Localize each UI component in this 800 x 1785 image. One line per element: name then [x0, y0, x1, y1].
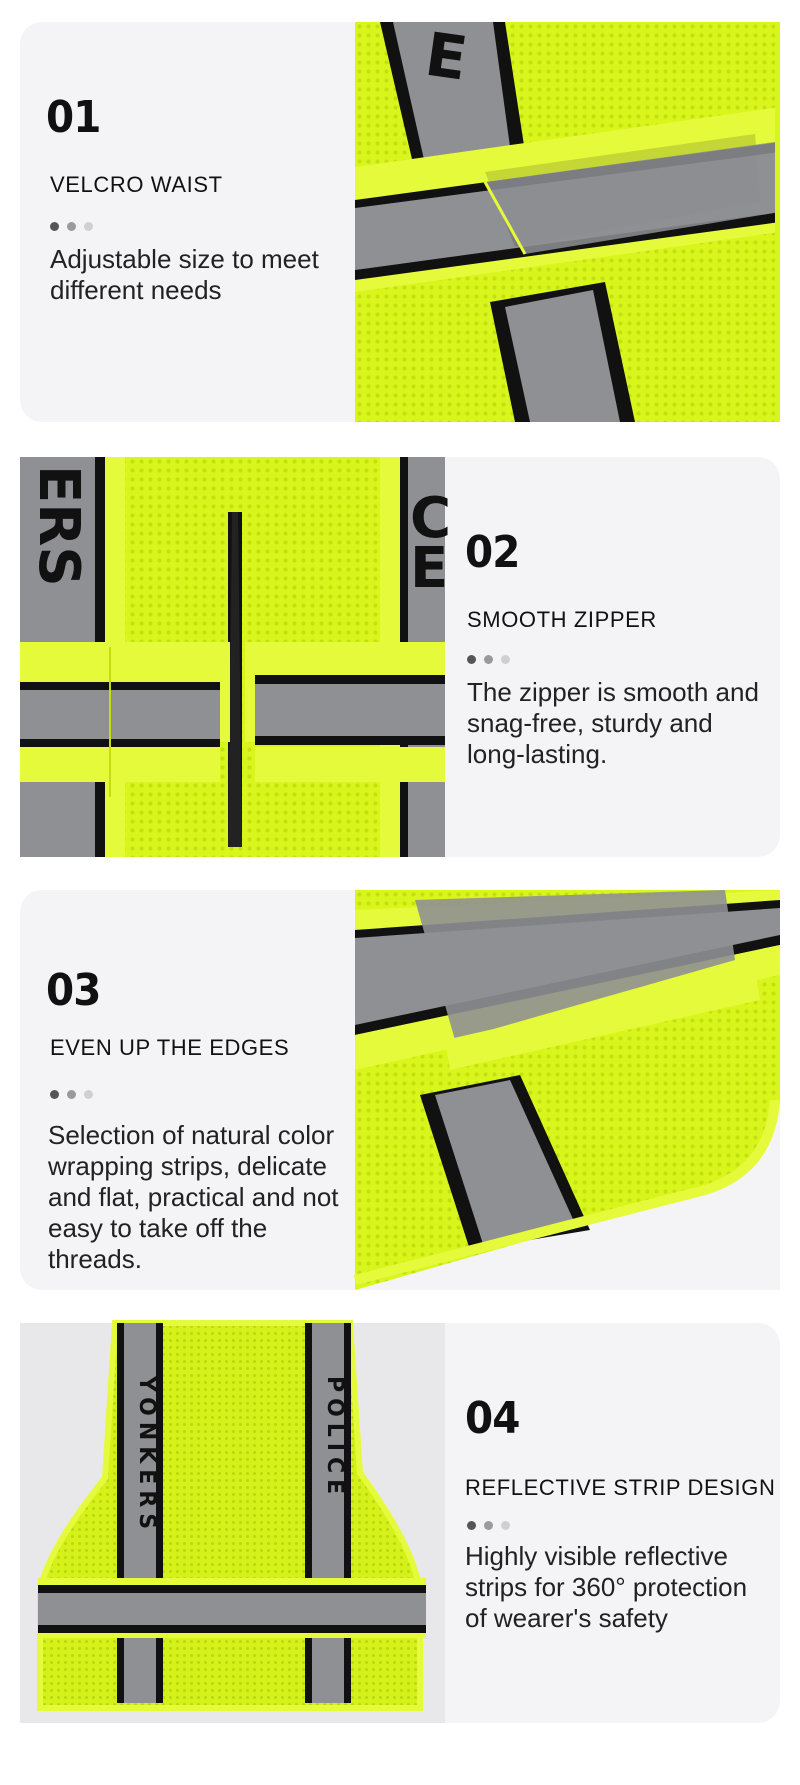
feature-text-3	[20, 890, 355, 1290]
feature-number: 01	[46, 92, 101, 143]
feature-description: Adjustable size to meet different needs	[50, 244, 319, 305]
feature-text-2	[445, 457, 780, 857]
svg-text:C: C	[410, 486, 452, 551]
feature-description: The zipper is smooth and snag-free, sturdy and long-lasting.	[467, 677, 759, 769]
feature-text-4	[445, 1323, 780, 1723]
feature-number: 04	[465, 1393, 520, 1444]
dots-indicator	[467, 655, 510, 664]
vest-edge-closeup-photo	[355, 890, 780, 1290]
feature-card-1	[20, 19, 780, 422]
feature-card-2	[20, 457, 780, 857]
feature-number: 02	[465, 527, 520, 578]
feature-card-3	[20, 890, 780, 1290]
feature-number: 03	[46, 965, 101, 1016]
vest-zipper-closeup-photo	[20, 457, 452, 857]
feature-title: VELCRO WAIST	[50, 172, 223, 197]
vest-back-full-photo	[20, 1323, 445, 1723]
feature-title: EVEN UP THE EDGES	[50, 1035, 290, 1060]
police-print: POLICE	[322, 1376, 347, 1501]
svg-text:ERS: ERS	[26, 465, 91, 587]
vest-waist-closeup-photo	[355, 19, 780, 422]
feature-card-4	[20, 1323, 780, 1723]
dots-indicator	[50, 1090, 93, 1099]
feature-title: SMOOTH ZIPPER	[467, 607, 657, 632]
dots-indicator	[467, 1521, 510, 1530]
yonkers-print: YONKERS	[134, 1376, 159, 1536]
feature-description: Selection of natural color wrapping strips, delicate and flat, practical and not easy to take off the threads.	[48, 1120, 339, 1274]
svg-text:E: E	[421, 19, 472, 95]
dots-indicator	[50, 222, 93, 231]
feature-title: REFLECTIVE STRIP DESIGN	[465, 1475, 776, 1500]
svg-text:E: E	[410, 536, 449, 601]
feature-description: Highly visible reflective strips for 360° protection of wearer's safety	[465, 1541, 748, 1633]
feature-text-1	[20, 22, 355, 422]
